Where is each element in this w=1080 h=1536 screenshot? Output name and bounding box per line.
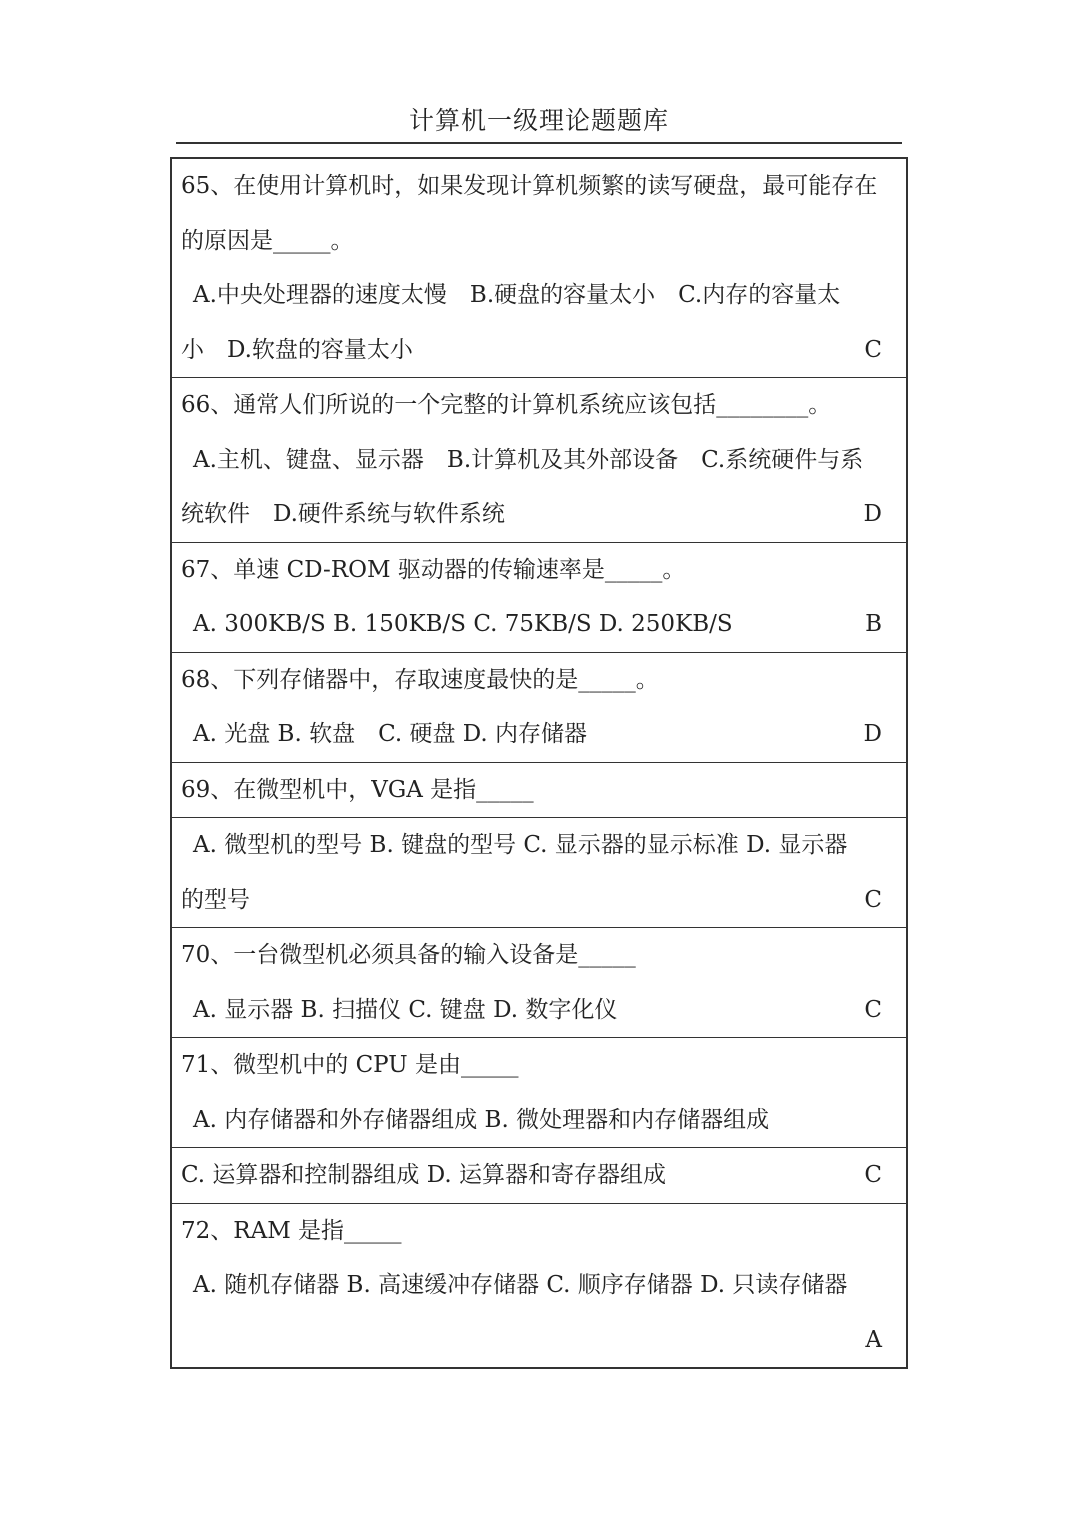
question-70-options — [172, 983, 906, 1038]
question-72-options: A. 随机存储器 B. 高速缓冲存储器 C. 顺序存储器 D. 只读存储器 — [193, 1272, 848, 1298]
question-69-options-cont — [172, 873, 906, 928]
page-title: 计算机一级理论题题库 — [408, 106, 669, 135]
question-65-stem-cont: 的原因是_____。 — [181, 227, 354, 254]
question-71 — [172, 1037, 906, 1147]
question-66-options-cont — [172, 487, 906, 542]
question-65-options-text: 小 D.软盘的容量太小 — [181, 336, 413, 363]
question-68 — [172, 652, 906, 762]
page-header — [176, 104, 902, 144]
question-65-options-cont — [172, 323, 906, 378]
question-72-answer-row — [172, 1313, 906, 1368]
question-72-answer: A — [865, 1326, 882, 1353]
question-68-answer: D — [863, 721, 882, 747]
question-68-stem: 68、下列存储器中，存取速度最快的是_____。 — [181, 666, 659, 693]
question-70-options-text: A. 显示器 B. 扫描仪 C. 键盘 D. 数字化仪 — [193, 996, 618, 1023]
question-70 — [172, 927, 906, 1037]
question-70-answer: C — [864, 996, 882, 1023]
question-68-options — [172, 707, 906, 762]
question-65 — [172, 159, 906, 377]
question-71-cont-row — [172, 1147, 906, 1203]
question-65-options: A.中央处理器的速度太慢 B.硬盘的容量太小 C.内存的容量太 — [193, 282, 841, 308]
question-67-options-text: A. 300KB/S B. 150KB/S C. 75KB/S D. 250KB/S — [193, 611, 733, 637]
question-66-answer: D — [863, 501, 882, 527]
question-67-stem: 67、单速 CD-ROM 驱动器的传输速率是_____。 — [181, 556, 686, 583]
question-71-options-text: C. 运算器和控制器组成 D. 运算器和寄存器组成 — [181, 1162, 666, 1188]
question-69-answer: C — [864, 886, 882, 913]
question-66-stem: 66、通常人们所说的一个完整的计算机系统应该包括________。 — [181, 392, 832, 418]
question-table — [170, 157, 908, 1369]
question-72 — [172, 1203, 906, 1368]
question-69-options: A. 微型机的型号 B. 键盘的型号 C. 显示器的显示标准 D. 显示器 — [193, 832, 848, 858]
question-69-stem: 69、在微型机中，VGA 是指_____ — [181, 776, 534, 803]
question-66 — [172, 377, 906, 542]
question-66-options: A.主机、键盘、显示器 B.计算机及其外部设备 C.系统硬件与系 — [193, 446, 864, 473]
question-72-stem: 72、RAM 是指_____ — [181, 1217, 402, 1244]
question-67-options — [172, 597, 906, 652]
question-71-answer: C — [864, 1162, 882, 1188]
question-69-options-row — [172, 817, 906, 927]
question-71-stem: 71、微型机中的 CPU 是由_____ — [181, 1052, 519, 1078]
question-70-stem: 70、一台微型机必须具备的输入设备是_____ — [181, 942, 636, 968]
question-69-stem-row — [172, 762, 906, 818]
question-69-options-text: 的型号 — [181, 886, 250, 913]
question-68-options-text: A. 光盘 B. 软盘 C. 硬盘 D. 内存储器 — [193, 721, 588, 747]
question-71-options: A. 内存储器和外存储器组成 B. 微处理器和内存储器组成 — [193, 1106, 770, 1133]
question-71-options-cont — [172, 1148, 906, 1203]
question-65-answer: C — [864, 336, 882, 363]
question-67 — [172, 542, 906, 652]
question-66-options-text: 统软件 D.硬件系统与软件系统 — [181, 501, 505, 527]
question-65-stem: 65、在使用计算机时，如果发现计算机频繁的读写硬盘，最可能存在 — [181, 173, 878, 199]
question-67-answer: B — [865, 611, 882, 637]
